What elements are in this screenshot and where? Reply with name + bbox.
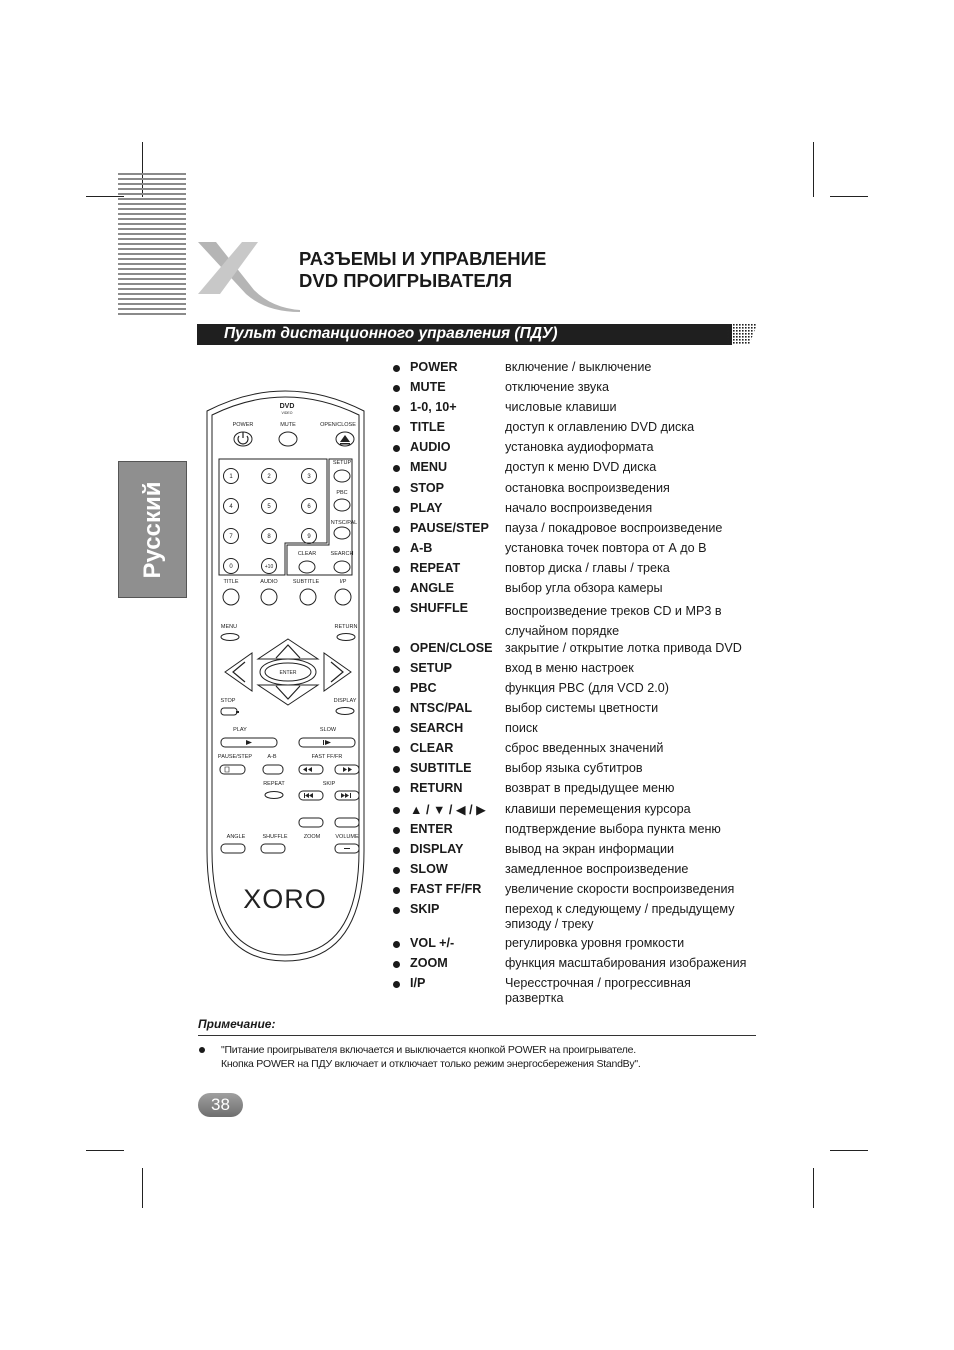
function-desc: повтор диска / главы / трека (505, 561, 670, 575)
remote-digit: 0 (229, 564, 233, 570)
function-desc: установка точек повтора от А до В (505, 541, 707, 555)
remote-dvd-logo-sub: VIDEO (281, 411, 293, 415)
bullet-icon (393, 686, 400, 693)
function-desc: закрытие / открытие лотка привода DVD (505, 641, 742, 655)
remote-label-return: RETURN (334, 624, 358, 630)
divider (198, 1035, 756, 1036)
bullet-icon (393, 566, 400, 573)
remote-control-body (199, 381, 372, 965)
remote-label-power: POWER (232, 422, 254, 428)
function-key: SKIP (410, 902, 440, 916)
remote-label-ip: I/P (339, 579, 347, 585)
function-key: PAUSE/STEP (410, 521, 489, 535)
bullet-icon (393, 867, 400, 874)
remote-label-fast: FAST FF/FR (311, 754, 343, 760)
function-desc: выбор системы цветности (505, 701, 659, 715)
bullet-icon (393, 606, 400, 613)
note-line-1: "Питание проигрывателя включается и выключается кнопкой POWER на проигрывателе. (221, 1044, 636, 1056)
function-desc: начало воспроизведения (505, 501, 653, 515)
bullet-icon (393, 365, 400, 372)
section-banner-title: Пульт дистанционного управления (ПДУ) (224, 325, 558, 342)
bullet-icon (393, 506, 400, 513)
bullet-icon (393, 827, 400, 834)
function-desc: возврат в предыдущее меню (505, 781, 675, 795)
remote-digit: +10 (264, 564, 274, 570)
function-desc: остановка воспроизведения (505, 481, 670, 495)
function-key: POWER (410, 360, 458, 374)
remote-label-repeat: REPEAT (263, 781, 285, 787)
remote-label-open-close: OPEN/CLOSE (320, 422, 356, 428)
remote-label-menu: MENU (220, 624, 238, 630)
remote-digit: 1 (229, 474, 233, 480)
function-desc: вход в меню настроек (505, 661, 634, 675)
language-tab-label: Русский (138, 481, 166, 578)
function-desc: отключение звука (505, 380, 609, 394)
function-key: STOP (410, 481, 445, 495)
function-key: ANGLE (410, 581, 455, 595)
bullet-icon (393, 961, 400, 968)
function-key: RETURN (410, 781, 463, 795)
function-desc: доступ к оглавлению DVD диска (505, 420, 695, 434)
function-key: OPEN/CLOSE (410, 641, 493, 655)
function-key: VOL +/- (410, 936, 455, 950)
function-key: ENTER (410, 822, 453, 836)
crop-mark (813, 1168, 814, 1208)
function-key: AUDIO (410, 440, 451, 454)
function-desc: замедленное воспроизведение (505, 862, 689, 876)
bullet-icon (393, 425, 400, 432)
remote-digit: 6 (307, 504, 311, 510)
note-title: Примечание: (198, 1017, 276, 1031)
bullet-icon (393, 486, 400, 493)
function-key: CLEAR (410, 741, 454, 755)
bullet-icon (393, 907, 400, 914)
function-desc: функция PBC (для VCD 2.0) (505, 681, 669, 695)
function-key: NTSC/PAL (410, 701, 473, 715)
function-key: MUTE (410, 380, 446, 394)
remote-label-ntsc-pal: NTSC/PAL (330, 520, 358, 526)
bullet-icon (393, 586, 400, 593)
function-key: MENU (410, 460, 448, 474)
remote-dvd-logo: DVD (279, 403, 295, 410)
note-text (221, 1043, 641, 1071)
bullet-icon (393, 546, 400, 553)
bullet-icon (393, 981, 400, 988)
remote-label-volume: VOLUME (335, 834, 359, 840)
function-key: SLOW (410, 862, 448, 876)
note-line-2: Кнопка POWER на ПДУ включает и отключает только режим энергосбережения StandBy". (221, 1058, 641, 1070)
function-desc: Чересстрочная / прогрессивная развертка (505, 976, 691, 1005)
section-banner (197, 324, 757, 345)
remote-digit: 2 (267, 474, 271, 480)
function-key: DISPLAY (410, 842, 464, 856)
remote-label-slow: SLOW (319, 727, 337, 733)
crop-mark (86, 1150, 124, 1151)
function-desc: переход к следующему / предыдущему эпизоду / треку (505, 902, 735, 931)
remote-digit: 7 (229, 534, 233, 540)
bullet-icon (393, 887, 400, 894)
bullet-icon (393, 807, 400, 814)
bullet-icon (393, 941, 400, 948)
function-desc: клавиши перемещения курсора (505, 802, 691, 816)
function-desc: сброс введенных значений (505, 741, 664, 755)
function-key: SHUFFLE (410, 601, 469, 615)
remote-digit: 4 (229, 504, 233, 510)
remote-label-zoom: ZOOM (303, 834, 321, 840)
function-desc: выбор языка субтитров (505, 761, 643, 775)
function-desc: пауза / покадровое воспроизведение (505, 521, 723, 535)
remote-label-skip: SKIP (322, 781, 336, 787)
bullet-icon (393, 646, 400, 653)
bullet-icon (393, 786, 400, 793)
function-key: I/P (410, 976, 426, 990)
remote-label-play: PLAY (233, 727, 247, 733)
function-desc: включение / выключение (505, 360, 652, 374)
bullet-icon (393, 706, 400, 713)
remote-brand-logo: XORO (243, 884, 327, 914)
bullet-icon (393, 726, 400, 733)
function-desc: доступ к меню DVD диска (505, 460, 657, 474)
function-desc: функция масштабирования изображения (505, 956, 747, 970)
bullet-icon (393, 746, 400, 753)
halftone-pattern (727, 324, 757, 345)
function-desc: установка аудиоформата (505, 440, 654, 454)
function-desc: числовые клавиши (505, 400, 617, 414)
remote-label-title: TITLE (223, 579, 239, 585)
function-key: FAST FF/FR (410, 882, 482, 896)
remote-label-stop: STOP (220, 698, 236, 704)
function-desc: увеличение скорости воспроизведения (505, 882, 735, 896)
remote-label-pbc: PBC (336, 490, 348, 496)
function-key: SUBTITLE (410, 761, 472, 775)
remote-digit: 8 (267, 534, 271, 540)
decorative-stripes (118, 173, 186, 318)
remote-label-mute: MUTE (280, 422, 296, 428)
remote-label-clear: CLEAR (297, 551, 317, 557)
crop-mark (813, 142, 814, 197)
bullet-icon (393, 526, 400, 533)
function-key: ZOOM (410, 956, 448, 970)
bullet-icon (393, 766, 400, 773)
remote-label-subtitle: SUBTITLE (292, 579, 320, 585)
remote-label-angle: ANGLE (226, 834, 246, 840)
function-key: SETUP (410, 661, 452, 675)
function-key: PLAY (410, 501, 443, 515)
bullet-icon (393, 847, 400, 854)
remote-label-shuffle: SHUFFLE (262, 834, 288, 840)
remote-label-pause-step: PAUSE/STEP (217, 754, 253, 760)
remote-label-ab: A-B (267, 754, 277, 760)
remote-label-display: DISPLAY (333, 698, 357, 704)
function-key: TITLE (410, 420, 445, 434)
remote-digit: 5 (267, 504, 271, 510)
function-desc: выбор угла обзора камеры (505, 581, 663, 595)
remote-control-illustration (199, 381, 372, 965)
function-key: 1-0, 10+ (410, 400, 457, 414)
page-title-line1: РАЗЪЕМЫ И УПРАВЛЕНИЕ (299, 248, 547, 269)
crop-mark (142, 1168, 143, 1208)
function-desc: подтверждение выбора пункта меню (505, 822, 721, 836)
bullet-icon (393, 385, 400, 392)
function-key: ▲ / ▼ / ◀ / ▶ (410, 803, 486, 817)
function-key: A-B (410, 541, 433, 555)
bullet-icon (199, 1047, 205, 1053)
function-desc: поиск (505, 721, 538, 735)
function-key: PBC (410, 681, 437, 695)
crop-mark (830, 196, 868, 197)
bullet-icon (393, 405, 400, 412)
bullet-icon (393, 445, 400, 452)
x-logo-icon (196, 238, 306, 314)
function-key: SEARCH (410, 721, 464, 735)
function-desc: воспроизведение треков CD и MP3 в случайном порядке (505, 604, 722, 638)
crop-mark (830, 1150, 868, 1151)
remote-label-search: SEARCH (330, 551, 354, 557)
function-desc: регулировка уровня громкости (505, 936, 685, 950)
page-title (299, 248, 546, 292)
language-tab (118, 461, 187, 598)
remote-label-setup: SETUP (332, 460, 352, 466)
bullet-icon (393, 666, 400, 673)
page-number: 38 (198, 1093, 243, 1117)
function-key: REPEAT (410, 561, 461, 575)
function-desc: вывод на экран информации (505, 842, 675, 856)
remote-enter-label: ENTER (279, 670, 297, 676)
page-title-line2: DVD ПРОИГРЫВАТЕЛЯ (299, 270, 513, 291)
bullet-icon (393, 465, 400, 472)
remote-label-audio: AUDIO (260, 579, 278, 585)
remote-digit: 3 (307, 474, 311, 480)
remote-digit: 9 (307, 534, 311, 540)
